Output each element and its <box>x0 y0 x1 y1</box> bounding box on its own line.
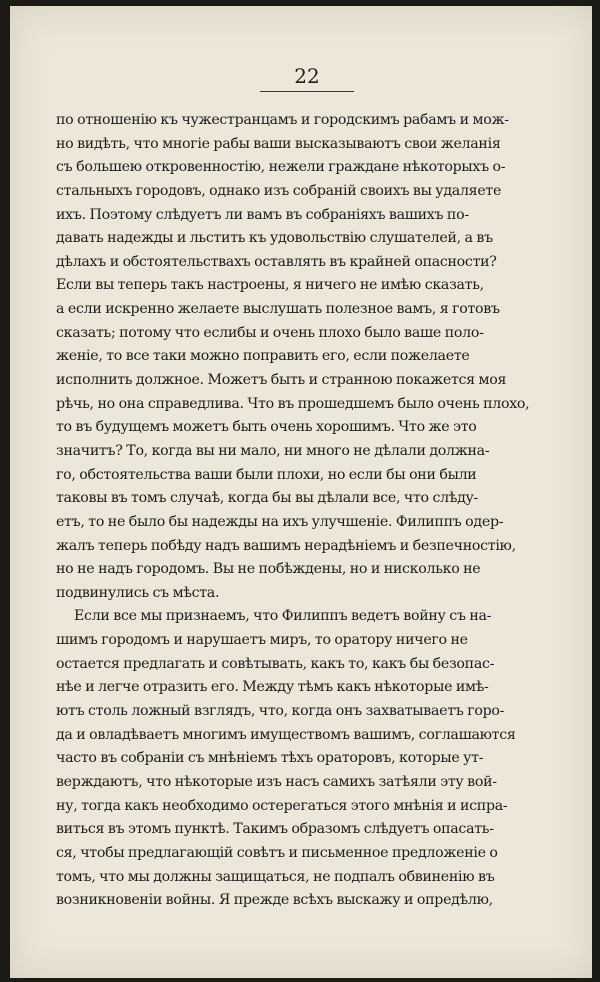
text-line: женіе, то все таки можно поправить его, если пожелаете <box>56 348 470 365</box>
text-line: рѣчь, но она справедлива. Что въ прошедшемъ было очень плохо, <box>56 395 530 412</box>
text-line: по отношенію къ чужестранцамъ и городскимъ рабамъ и мож- <box>56 112 509 128</box>
text-line: возникновеніи войны. Я прежде всѣхъ выскажу и опредѣлю, <box>56 892 493 909</box>
page-header <box>260 64 354 92</box>
text-line: подвинулись съ мѣста. <box>56 584 220 601</box>
text-line: таковы въ томъ случаѣ, когда бы вы дѣлали все, что слѣду- <box>56 490 479 507</box>
text-line: съ большею откровенностію, нежели граждане нѣкоторыхъ о- <box>56 159 506 176</box>
text-line: дѣлахъ и обстоятельствахъ оставлять въ крайней опасности? <box>56 253 497 270</box>
text-line: го, обстоятельства ваши были плохи, но если бы они были <box>56 466 477 483</box>
text-line: значитъ? То, когда вы ни мало, ни много не дѣлали должна- <box>56 442 490 459</box>
text-line: ютъ столь ложный взглядъ, что, когда онъ захватываетъ горо- <box>56 703 505 720</box>
text-line: жалъ теперь побѣду надъ вашимъ нерадѣніемъ и безпечностію, <box>56 537 516 554</box>
body-text <box>56 109 578 913</box>
text-line: давать надежды и льстить къ удовольствію слушателей, а въ <box>56 230 493 247</box>
text-line: Если вы теперь такъ настроены, я ничего не имѣю сказать, <box>56 277 484 294</box>
text-line: ихъ. Поэтому слѣдуетъ ли вамъ въ собраніяхъ вашихъ по- <box>56 206 469 223</box>
text-line: верждаютъ, что нѣкоторые изъ насъ самихъ затѣяли эту вой- <box>56 773 497 790</box>
text-line: а если искренно желаете выслушать полезное вамъ, я готовъ <box>56 301 500 318</box>
text-line: но не надъ городомъ. Вы не побѣждены, но и нисколько не <box>56 561 481 578</box>
text-line: етъ, то не было бы надежды на ихъ улучшеніе. Филиппъ одер- <box>56 513 504 530</box>
text-line: виться въ этомъ пунктѣ. Такимъ образомъ слѣдуетъ опасать- <box>56 821 494 838</box>
page-number: 22 <box>294 64 320 88</box>
text-line: ся, чтобы предлагающій совѣтъ и письменное предложеніе о <box>56 844 498 861</box>
text-line: часто въ собраніи съ мнѣніемъ тѣхъ ораторовъ, которые ут- <box>56 750 484 767</box>
paragraph-2 <box>56 605 578 912</box>
text-line: да и овладѣваетъ многимъ имуществомъ вашимъ, соглашаются <box>56 726 516 743</box>
header-rule <box>260 91 354 92</box>
text-line: то въ будущемъ можетъ быть очень хорошимъ. Что же это <box>56 419 477 436</box>
text-line: томъ, что мы должны защищаться, не подпалъ обвиненію въ <box>56 868 495 885</box>
paragraph-1 <box>56 109 578 605</box>
text-line: исполнить должное. Можетъ быть и странною покажется моя <box>56 372 507 389</box>
text-line: шимъ городомъ и нарушаетъ миръ, то оратору ничего не <box>56 632 468 649</box>
book-page <box>10 6 592 978</box>
text-line: нѣе и легче отразить его. Между тѣмъ какъ нѣкоторые имѣ- <box>56 679 489 696</box>
text-line: но видѣть, что многіе рабы ваши высказываютъ свои желанія <box>56 135 501 152</box>
text-line: ну, тогда какъ необходимо остерегаться этого мнѣнія и испра- <box>56 797 508 814</box>
text-line: сказать; потому что еслибы и очень плохо было ваше поло- <box>56 324 484 341</box>
text-line: Если все мы признаемъ, что Филиппъ ведетъ войну съ на- <box>74 608 492 625</box>
text-line: стальныхъ городовъ, однако изъ собраній своихъ вы удаляете <box>56 182 502 199</box>
text-line: остается предлагать и совѣтывать, какъ то, какъ бы безопас- <box>56 655 495 672</box>
